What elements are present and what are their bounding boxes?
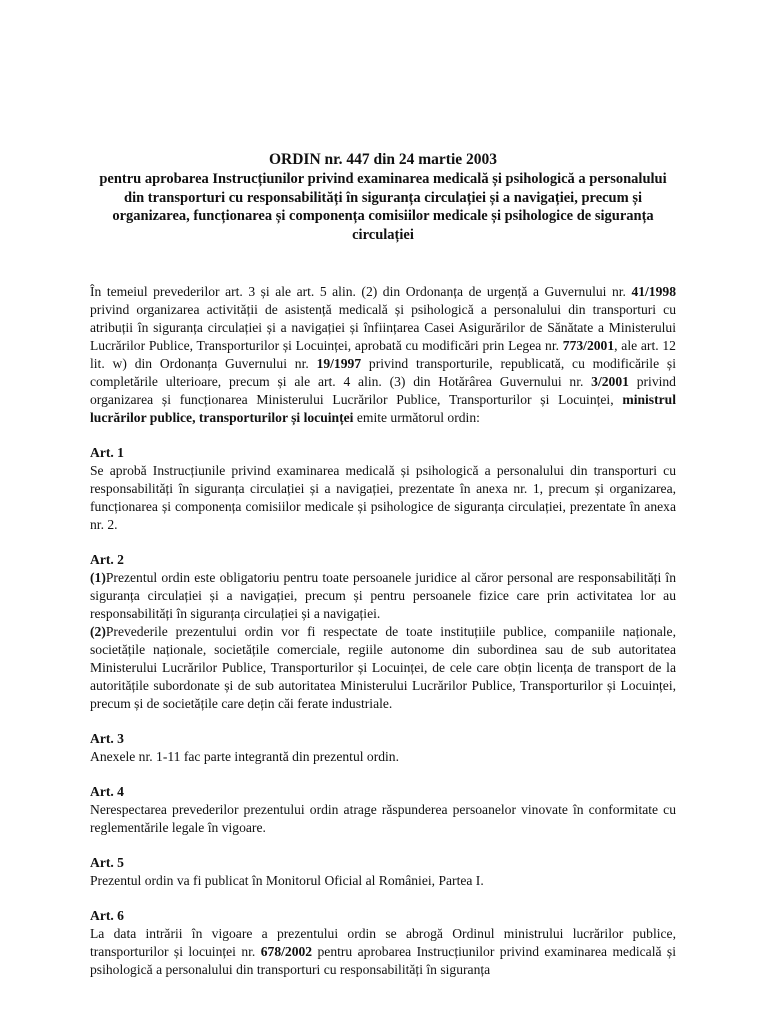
document-subtitle: pentru aprobarea Instrucțiunilor privind examinarea medicală și psihologică a personalului din transporturi cu responsabilități în siguranța circulației și a navigației, precum și organizarea, funcționarea și componența comisiilor medicale și psihologice de siguranța circulației xyxy=(99,171,667,243)
ref-og-19-1997: 19/1997 xyxy=(316,356,362,371)
preamble-text: În temeiul prevederilor art. 3 și ale art. 5 alin. (2) din Ordonanța de urgență a Guvernului nr. xyxy=(90,284,632,299)
issuing-minister: ministrul lucrărilor publice, transporturilor și locuinței xyxy=(90,392,676,425)
paragraph-number: (1) xyxy=(90,570,106,585)
article-6 xyxy=(90,907,676,979)
ref-lege-773-2001: 773/2001 xyxy=(562,338,615,353)
article-4 xyxy=(90,783,676,837)
article-1 xyxy=(90,444,676,534)
article-3 xyxy=(90,730,676,766)
article-2 xyxy=(90,551,676,713)
ref-oug-41-1998: 41/1998 xyxy=(631,284,676,299)
article-text: Nerespectarea prevederilor prezentului ordin atrage răspunderea persoanelor vinovate în conformitate cu reglementările legale în vigoare. xyxy=(90,802,676,835)
article-paragraph-1 xyxy=(90,569,676,623)
article-heading: Art. 6 xyxy=(90,908,124,923)
paragraph-text: Prevederile prezentului ordin vor fi respectate de toate instituțiile publice, companiile naționale, societățile naționale, societățile comerciale, regiile autonome din subordinea sau de sub autoritatea Ministerului Lucrărilor Publice, Transporturilor și Locuinței, de cele care obțin licența de transport de la autoritățile subordonate și de sub autoritatea Ministerului Lucrărilor Publice, Transporturilor și Locuinței, precum și de societățile care dețin căi ferate industriale. xyxy=(90,624,676,711)
article-text-part: pentru aprobarea Instrucțiunilor privind examinarea medicală și psihologică a personalului din transporturi cu responsabilități în siguranța xyxy=(90,944,676,977)
article-text: Prezentul ordin va fi publicat în Monitorul Oficial al României, Partea I. xyxy=(90,873,484,888)
article-heading: Art. 4 xyxy=(90,784,124,799)
preamble-text: , ale art. 12 lit. w) din Ordonanța Guvernului nr. xyxy=(90,338,676,371)
preamble-text: privind organizarea și funcționarea Ministerului Lucrărilor Publice, Transporturilor și Locuinței, xyxy=(90,374,676,407)
article-text: Anexele nr. 1-11 fac parte integrantă din prezentul ordin. xyxy=(90,749,400,764)
article-heading: Art. 1 xyxy=(90,445,124,460)
ref-hg-3-2001: 3/2001 xyxy=(591,374,629,389)
paragraph-text: Prezentul ordin este obligatoriu pentru toate persoanele juridice al căror personal are responsabilități în siguranța circulației și a navigației, precum și pentru persoanele fizice care prin activitatea lor au responsabilități în siguranța circulației și a navigației. xyxy=(90,570,676,621)
article-heading: Art. 3 xyxy=(90,731,124,746)
paragraph-number: (2) xyxy=(90,624,106,639)
article-text: Se aprobă Instrucțiunile privind examinarea medicală și psihologică a personalului din transporturi cu responsabilități în siguranța circulației și a navigației, prezentate în anexa nr. 1, precum și organizarea, funcționarea și componența comisiilor medicale și psihologice de siguranța circulației, prezentate în anexa nr. 2. xyxy=(90,463,676,532)
preamble-text: emite următorul ordin: xyxy=(353,410,480,425)
document-title: ORDIN nr. 447 din 24 martie 2003 xyxy=(268,151,498,168)
preamble-text: privind transporturile, republicată, cu modificările și completările ulterioare, precum și ale art. 4 alin. (3) din Hotărârea Guvernului nr. xyxy=(90,356,676,389)
preamble-paragraph xyxy=(90,283,676,427)
preamble-text: privind organizarea activității de asistență medicală și psihologică a personalului din transporturi cu atribuții în siguranța circulației și a navigației și înființarea Casei Asigurărilor de Sănătate a Ministerului Lucrărilor Publice, Transporturilor și Locuinței, aprobată cu modificări prin Legea nr. xyxy=(90,302,676,353)
article-heading: Art. 2 xyxy=(90,552,124,567)
article-paragraph-2 xyxy=(90,623,676,713)
article-5 xyxy=(90,854,676,890)
article-text-part: La data intrării în vigoare a prezentului ordin se abrogă Ordinul ministrului lucrărilor publice, transporturilor și locuinței nr. xyxy=(90,926,676,959)
ref-ordin-678-2002: 678/2002 xyxy=(260,944,313,959)
document-title-block xyxy=(90,150,676,244)
document-body xyxy=(90,283,676,979)
article-text xyxy=(90,925,676,979)
article-heading: Art. 5 xyxy=(90,855,124,870)
